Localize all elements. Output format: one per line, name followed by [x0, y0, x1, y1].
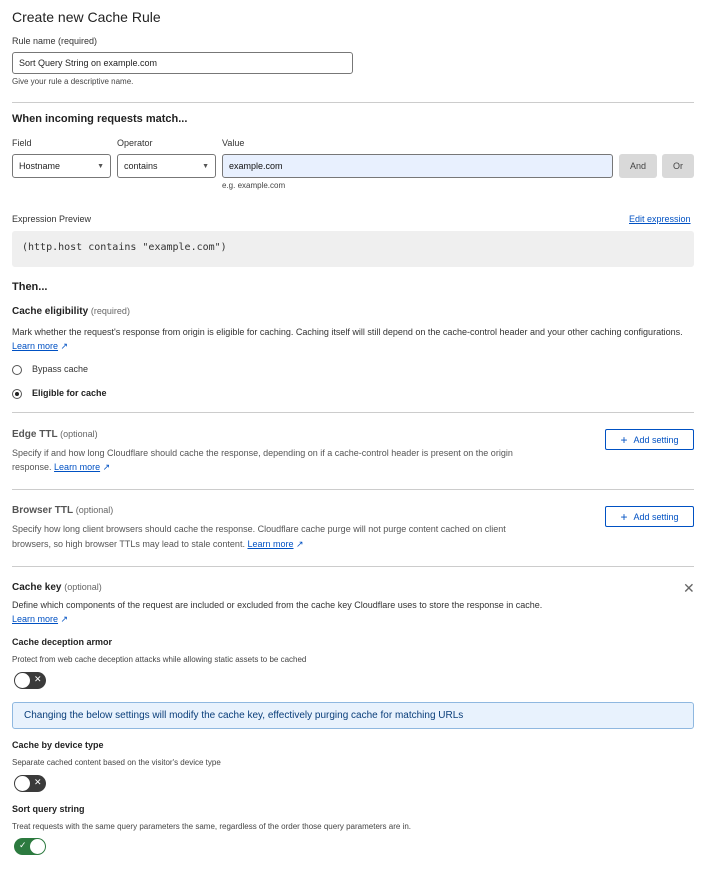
divider: [12, 566, 694, 567]
sort-title: Sort query string: [12, 804, 85, 814]
desc-text: response.: [12, 462, 52, 472]
cache-key-learn: [12, 614, 68, 625]
external-link-icon: ↗: [102, 462, 111, 472]
match-heading: When incoming requests match...: [12, 113, 188, 125]
external-link-icon: ↗: [60, 614, 69, 624]
desc-text: browsers, so high browser TTLs may lead to stale content.: [12, 539, 245, 549]
section-title: Edge TTL: [12, 429, 58, 440]
or-button[interactable]: Or: [662, 154, 694, 178]
edge-ttl-title: [12, 429, 98, 440]
chevron-down-icon: ▼: [202, 162, 209, 170]
optional-tag: (optional): [64, 582, 102, 592]
operator-value: contains: [124, 161, 158, 171]
expression-label: Expression Preview: [12, 214, 92, 224]
edge-ttl-add-setting-button[interactable]: [605, 429, 694, 450]
learn-more-link[interactable]: Learn more: [12, 614, 59, 624]
then-heading: Then...: [12, 281, 48, 293]
external-link-icon: ↗: [60, 341, 69, 351]
field-value: Hostname: [19, 161, 61, 171]
value-input[interactable]: [222, 154, 613, 178]
toggle-knob: [15, 673, 30, 688]
sort-toggle[interactable]: [14, 838, 46, 855]
rule-name-label: Rule name (required): [12, 36, 98, 46]
browser-ttl-title: [12, 505, 113, 516]
button-label: Add setting: [633, 511, 679, 522]
cache-eligibility-title: [12, 306, 130, 317]
desc-text: Specify how long client browsers should cache the response. Cloudflare cache purge will not purge content cached on client: [12, 524, 506, 534]
section-title: Cache key: [12, 582, 62, 593]
deception-toggle[interactable]: [14, 672, 46, 689]
desc-text: Mark whether the request's response from origin is eligible for caching. Caching itself will still depend on the cache-control header and your other caching configurations.: [12, 327, 683, 337]
expression-preview: (http.host contains "example.com"): [12, 231, 694, 267]
toggle-knob: [15, 776, 30, 791]
and-button[interactable]: And: [619, 154, 657, 178]
divider: [12, 102, 694, 103]
learn-more-link[interactable]: Learn more: [247, 539, 294, 549]
section-title: Cache eligibility: [12, 306, 89, 317]
plus-icon: +: [620, 432, 628, 447]
sort-desc: Treat requests with the same query parameters the same, regardless of the order those query parameters are in.: [12, 822, 412, 831]
deception-desc: Protect from web cache deception attacks while allowing static assets to be cached: [12, 655, 307, 664]
learn-more-link[interactable]: Learn more: [54, 462, 101, 472]
optional-tag: (optional): [75, 505, 114, 515]
optional-tag: (optional): [60, 429, 98, 439]
radio-eligible-for-cache[interactable]: [12, 388, 107, 399]
cache-key-info-banner: Changing the below settings will modify the cache key, effectively purging cache for matching URLs: [12, 702, 694, 729]
button-label: Add setting: [633, 434, 679, 445]
field-label: Field: [12, 138, 32, 148]
operator-label: Operator: [117, 138, 153, 148]
page-title: Create new Cache Rule: [12, 9, 161, 25]
device-toggle[interactable]: [14, 775, 46, 792]
field-select[interactable]: [12, 154, 111, 178]
x-icon: ✕: [34, 777, 42, 787]
device-title: Cache by device type: [12, 740, 104, 750]
close-icon[interactable]: ✕: [683, 580, 695, 596]
value-text: example.com: [229, 161, 283, 171]
value-hint: e.g. example.com: [222, 181, 286, 190]
desc-text: Specify if and how long Cloudflare should cache the response, depending on if a cache-control header is present on the origin: [12, 448, 513, 458]
radio-label: Eligible for cache: [32, 388, 107, 398]
radio-bypass-cache[interactable]: [12, 364, 88, 375]
x-icon: ✕: [34, 674, 42, 684]
plus-icon: +: [620, 509, 628, 524]
value-label: Value: [222, 138, 245, 148]
external-link-icon: ↗: [296, 539, 304, 549]
deception-title: Cache deception armor: [12, 637, 113, 647]
radio-icon: [12, 365, 22, 375]
cache-key-desc: Define which components of the request are included or excluded from the cache key Cloudflare uses to store the response in cache.: [12, 600, 543, 610]
rule-name-helper: Give your rule a descriptive name.: [12, 77, 134, 86]
radio-label: Bypass cache: [32, 364, 89, 374]
edit-expression-link[interactable]: Edit expression: [629, 214, 691, 224]
check-icon: ✓: [19, 840, 27, 850]
browser-ttl-desc: [12, 522, 506, 552]
eligibility-desc: [12, 325, 697, 353]
divider: [12, 489, 694, 490]
section-title: Browser TTL: [12, 505, 73, 516]
radio-selected-icon: [12, 389, 22, 399]
chevron-down-icon: ▼: [97, 162, 104, 170]
rule-name-input[interactable]: [12, 52, 353, 74]
edge-ttl-desc: [12, 446, 513, 474]
rule-name-value: Sort Query String on example.com: [19, 58, 158, 68]
toggle-knob: [30, 839, 45, 854]
required-tag: (required): [90, 306, 130, 316]
learn-more-link[interactable]: Learn more: [12, 341, 59, 351]
device-desc: Separate cached content based on the visitor's device type: [12, 758, 221, 767]
browser-ttl-add-setting-button[interactable]: [605, 506, 694, 527]
operator-select[interactable]: [117, 154, 216, 178]
divider: [12, 412, 694, 413]
cache-key-title: [12, 582, 102, 593]
